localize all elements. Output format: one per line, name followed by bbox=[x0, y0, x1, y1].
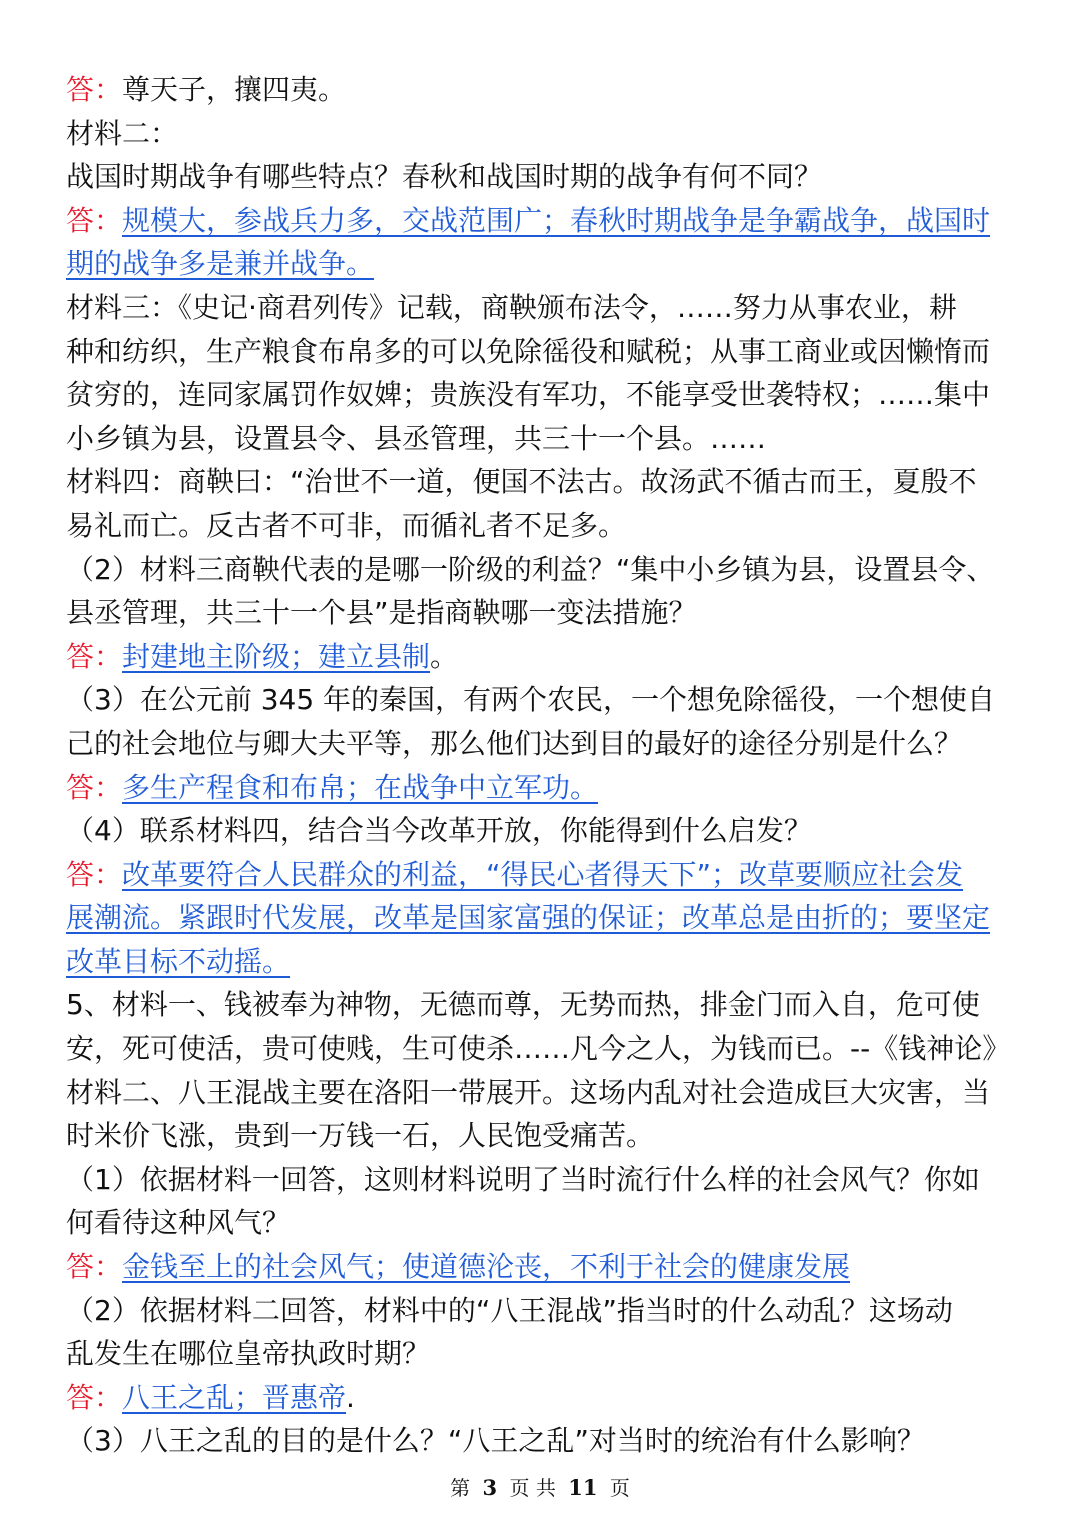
text-line bbox=[66, 1201, 1018, 1245]
text-line bbox=[66, 766, 1018, 810]
answer-text: 八王之乱；晋惠帝 bbox=[122, 1380, 347, 1414]
line-text: 乱发生在哪位皇帝执政时期？ bbox=[66, 1337, 431, 1371]
line-text: 材料三：《史记·商君列传》记载，商鞅颁布法令，……努力从事农业，耕 bbox=[66, 290, 957, 324]
line-text: 材料四：商鞅曰：“治世不一道，便国不法古。故汤武不循古而王，夏殷不 bbox=[66, 465, 977, 499]
text-line bbox=[66, 678, 1018, 722]
text-line bbox=[66, 983, 1018, 1027]
text-line bbox=[66, 330, 1018, 374]
line-text: 县丞管理，共三十一个县”是指商鞅哪一变法措施？ bbox=[66, 596, 697, 630]
line-text: 材料二、八王混战主要在洛阳一带展开。这场内乱对社会造成巨大灾害，当 bbox=[66, 1075, 991, 1109]
line-text: （2）依据材料二回答，材料中的“八王混战”指当时的什么动乱？这场动 bbox=[66, 1293, 953, 1327]
answer-label: 答： bbox=[66, 73, 123, 106]
text-line bbox=[66, 460, 1018, 504]
text-line bbox=[66, 1376, 1018, 1420]
text-line bbox=[66, 591, 1018, 635]
line-text: 何看待这种风气？ bbox=[66, 1206, 291, 1240]
line-text: 战国时期战争有哪些特点？春秋和战国时期的战争有何不同？ bbox=[66, 160, 823, 194]
text-line bbox=[66, 112, 1018, 156]
line-text: 材料二： bbox=[66, 116, 179, 150]
line-text: （3）在公元前 345 年的秦国，有两个农民，一个想免除徭役，一个想使自 bbox=[66, 683, 996, 717]
answer-text: 改革目标不动摇。 bbox=[66, 944, 291, 978]
answer-label: 答： bbox=[66, 770, 123, 804]
answer-label: 答： bbox=[66, 857, 123, 891]
line-tail: . bbox=[346, 1380, 355, 1414]
text-line bbox=[66, 1114, 1018, 1158]
answer-text: 封建地主阶级；建立县制 bbox=[122, 639, 431, 673]
text-line bbox=[66, 896, 1018, 940]
text-line bbox=[66, 1289, 1018, 1333]
text-line bbox=[66, 635, 1018, 679]
answer-text: 改革要符合人民群众的利益，“得民心者得天下”；改草要顺应社会发 bbox=[122, 857, 964, 891]
text-line bbox=[66, 417, 1018, 461]
line-text: 己的社会地位与卿大夫平等，那么他们达到目的最好的途径分别是什么？ bbox=[66, 726, 963, 760]
page-content bbox=[66, 68, 1018, 1463]
answer-label: 答： bbox=[66, 1250, 123, 1284]
text-line bbox=[66, 155, 1018, 199]
footer-middle: 页 共 bbox=[509, 1476, 556, 1500]
text-line bbox=[66, 1419, 1018, 1463]
text-line bbox=[66, 504, 1018, 548]
line-text: 种和纺织，生产粮食布帛多的可以免除徭役和赋税；从事工商业或因懒惰而 bbox=[66, 334, 991, 368]
text-line bbox=[66, 1332, 1018, 1376]
line-text: （4）联系材料四，结合当今改革开放，你能得到什么启发？ bbox=[66, 814, 812, 848]
text-line bbox=[66, 853, 1018, 897]
line-text: 时米价飞涨，贵到一万钱一石，人民饱受痛苦。 bbox=[66, 1119, 655, 1153]
line-text: 易礼而亡。反古者不可非，而循礼者不足多。 bbox=[66, 508, 627, 542]
text-line bbox=[66, 373, 1018, 417]
text-line bbox=[66, 1158, 1018, 1202]
text-line bbox=[66, 242, 1018, 286]
line-text: 尊天子，攘四夷。 bbox=[122, 73, 347, 106]
text-line bbox=[66, 548, 1018, 592]
line-text: 贫穷的，连同家属罚作奴婢；贵族没有军功，不能享受世袭特权；……集中 bbox=[66, 378, 991, 412]
answer-label: 答： bbox=[66, 1380, 123, 1414]
line-tail: 。 bbox=[430, 639, 459, 673]
text-line bbox=[66, 1027, 1018, 1071]
page-footer bbox=[0, 1472, 1080, 1501]
line-text: 小乡镇为县，设置县令、县丞管理，共三十一个县。…… bbox=[66, 421, 767, 455]
answer-text: 多生产程食和布帛；在战争中立军功。 bbox=[122, 770, 599, 804]
answer-text: 规模大，参战兵力多，交战范围广；春秋时期战争是争霸战争，战国时 bbox=[122, 203, 991, 237]
text-line bbox=[66, 722, 1018, 766]
text-line bbox=[66, 1245, 1018, 1289]
text-line bbox=[66, 68, 1018, 112]
footer-suffix: 页 bbox=[609, 1476, 630, 1500]
text-line bbox=[66, 1071, 1018, 1115]
footer-prefix: 第 bbox=[450, 1476, 471, 1500]
answer-label: 答： bbox=[66, 639, 123, 673]
line-text: （1）依据材料一回答，这则材料说明了当时流行什么样的社会风气？你如 bbox=[66, 1162, 980, 1196]
line-text: 5、材料一、钱被奉为神物，无德而尊，无势而热，排金门而入自，危可使 bbox=[66, 988, 980, 1022]
answer-text: 金钱至上的社会风气；使道德沦丧，不利于社会的健康发展 bbox=[122, 1250, 851, 1284]
answer-text: 展潮流。紧跟时代发展，改革是国家富强的保证；改革总是由折的；要坚定 bbox=[66, 901, 991, 935]
line-text: 安，死可使活，贵可使贱，生可使杀……凡今之人，为钱而已。--《钱神论》 bbox=[66, 1032, 1011, 1066]
line-text: （2）材料三商鞅代表的是哪一阶级的利益？“集中小乡镇为县，设置县令、 bbox=[66, 552, 995, 586]
answer-text: 期的战争多是兼并战争。 bbox=[66, 247, 375, 281]
text-line bbox=[66, 286, 1018, 330]
text-line bbox=[66, 809, 1018, 853]
footer-total-pages: 11 bbox=[568, 1475, 598, 1500]
answer-label: 答： bbox=[66, 203, 123, 237]
footer-page-number: 3 bbox=[482, 1475, 498, 1500]
text-line bbox=[66, 199, 1018, 243]
line-text: （3）八王之乱的目的是什么？“八王之乱”对当时的统治有什么影响？ bbox=[66, 1424, 925, 1458]
text-line bbox=[66, 940, 1018, 984]
